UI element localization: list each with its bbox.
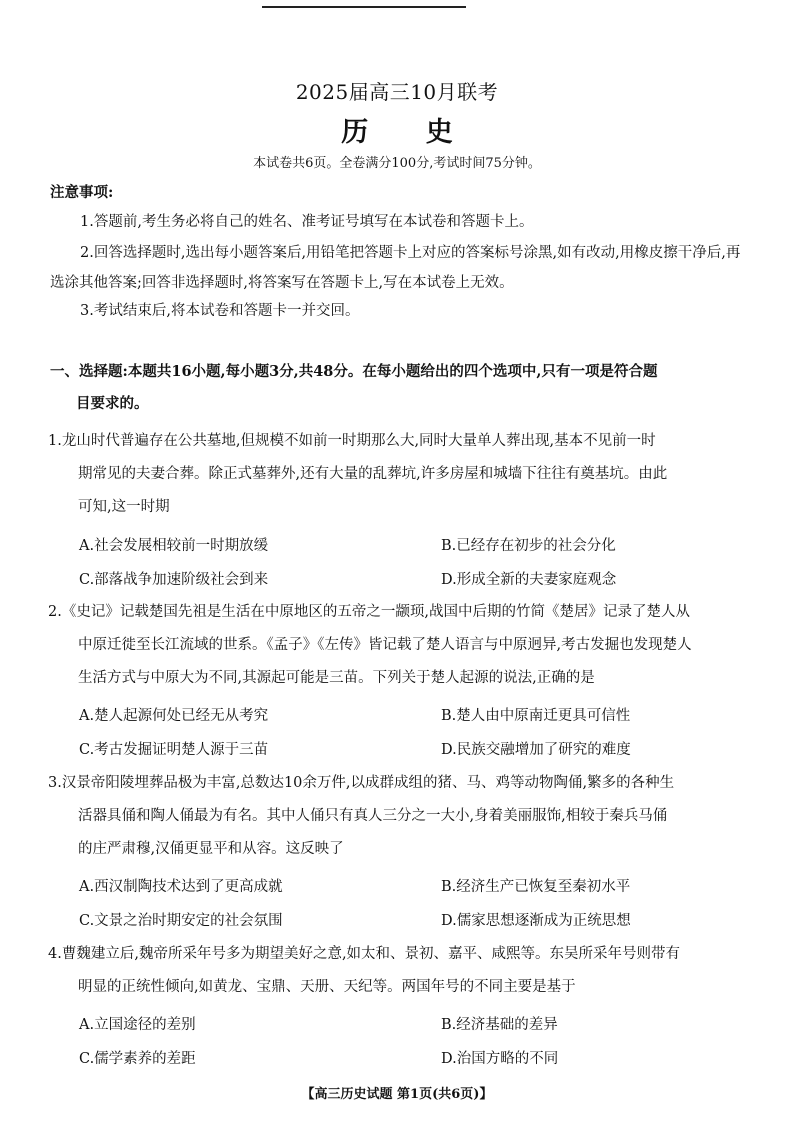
question-1-line-3: 可知,这一时期	[78, 499, 170, 515]
section-heading	[50, 356, 774, 420]
note-item-3: 3.考试结束后,将本试卷和答题卡一并交回。	[80, 303, 360, 319]
question-1-option-d: D.形成全新的夫妻家庭观念	[441, 572, 617, 588]
question-2-line-1: 2.《史记》记载楚国先祖是生活在中原地区的五帝之一颛顼,战国中后期的竹简《楚居》记录了楚人从	[48, 604, 690, 620]
question-1-line-1: 1.龙山时代普遍存在公共墓地,但规模不如前一时期那么大,同时大量单人葬出现,基本不见前一时	[48, 433, 656, 449]
section-heading-line-2: 目要求的。	[76, 395, 149, 412]
question-4-option-b: B.经济基础的差异	[441, 1017, 558, 1033]
question-3-option-a: A.西汉制陶技术达到了更高成就	[79, 879, 283, 895]
section-heading-line-1: 一、选择题:本题共16小题,每小题3分,共48分。在每小题给出的四个选项中,只有一项是符合题	[50, 363, 658, 380]
question-2-option-a: A.楚人起源何处已经无从考究	[79, 708, 269, 724]
question-1-stem	[48, 425, 774, 524]
question-3-line-1: 3.汉景帝阳陵埋葬品极为丰富,总数达10余万件,以成群成组的猪、马、鸡等动物陶俑,繁多的各种生	[48, 775, 675, 791]
question-4-option-a: A.立国途径的差别	[79, 1017, 196, 1033]
question-2-stem	[48, 596, 774, 695]
question-2-option-d: D.民族交融增加了研究的难度	[441, 742, 631, 758]
question-3-option-b: B.经济生产已恢复至秦初水平	[441, 879, 631, 895]
exam-info: 本试卷共6页。全卷满分100分,考试时间75分钟。	[253, 156, 541, 171]
note-item-1: 1.答题前,考生务必将自己的姓名、准考证号填写在本试卷和答题卡上。	[80, 214, 534, 230]
question-1-line-2: 期常见的夫妻合葬。除正式墓葬外,还有大量的乱葬坑,许多房屋和城墙下往往有奠基坑。由此	[78, 466, 668, 482]
top-rule	[262, 6, 466, 8]
question-4-stem	[48, 938, 774, 1004]
question-2-line-2: 中原迁徙至长江流域的世系。《孟子》《左传》皆记载了楚人语言与中原迥异,考古发掘也发现楚人	[78, 637, 692, 653]
question-4-line-1: 4.曹魏建立后,魏帝所采年号多为期望美好之意,如太和、景初、嘉平、咸熙等。东吴所采年号则带有	[48, 946, 681, 962]
question-2-option-c: C.考古发掘证明楚人源于三苗	[79, 742, 269, 758]
notes-heading: 注意事项:	[50, 184, 114, 201]
note-item-2: 2.回答选择题时,选出每小题答案后,用铅笔把答题卡上对应的答案标号涂黑,如有改动,用橡皮擦干净后,再选涂其他答案;回答非选择题时,将答案写在答题卡上,写在本试卷上无效。	[50, 245, 741, 291]
question-3-option-d: D.儒家思想逐渐成为正统思想	[441, 913, 631, 929]
page-footer: 【高三历史试题 第1页(共6页)】	[301, 1087, 493, 1102]
question-1-option-b: B.已经存在初步的社会分化	[441, 538, 616, 554]
question-2-option-b: B.楚人由中原南迁更具可信性	[441, 708, 631, 724]
question-1-option-c: C.部落战争加速阶级社会到来	[79, 572, 269, 588]
exam-title: 2025届高三10月联考	[295, 80, 499, 104]
question-4-option-c: C.儒学素养的差距	[79, 1051, 196, 1067]
question-3-line-3: 的庄严肃穆,汉俑更显平和从容。这反映了	[78, 841, 344, 857]
question-3-line-2: 活器具俑和陶人俑最为有名。其中人俑只有真人三分之一大小,身着美丽服饰,相较于秦兵马俑	[78, 808, 668, 824]
question-2-line-3: 生活方式与中原大为不同,其源起可能是三苗。下列关于楚人起源的说法,正确的是	[78, 670, 595, 686]
question-1-option-a: A.社会发展相较前一时期放缓	[79, 538, 269, 554]
question-4-option-d: D.治国方略的不同	[441, 1051, 559, 1067]
subject-title: 历 史	[341, 117, 477, 148]
question-3-stem	[48, 767, 774, 866]
question-3-option-c: C.文景之治时期安定的社会氛围	[79, 913, 283, 929]
question-4-line-2: 明显的正统性倾向,如黄龙、宝鼎、天册、天纪等。两国年号的不同主要是基于	[78, 979, 576, 995]
